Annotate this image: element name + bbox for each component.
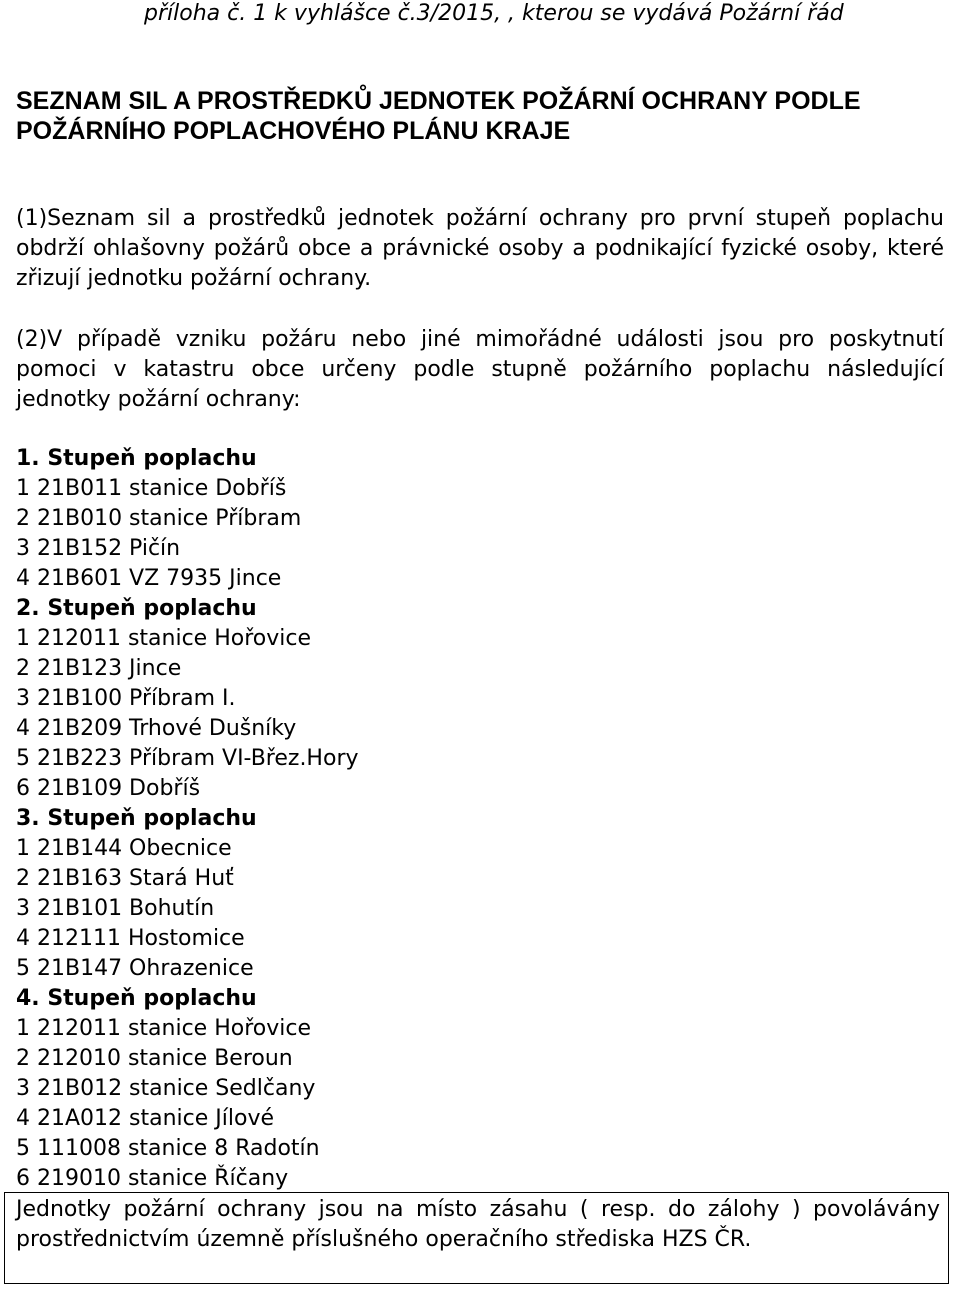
unit-item: 4 21A012 stanice Jílové: [16, 1106, 274, 1131]
unit-item: 5 111008 stanice 8 Radotín: [16, 1136, 320, 1161]
unit-item: 2 212010 stanice Beroun: [16, 1046, 293, 1071]
unit-item: 4 21B601 VZ 7935 Jince: [16, 566, 282, 591]
unit-item: 1 21B144 Obecnice: [16, 836, 232, 861]
unit-item: 2 21B010 stanice Příbram: [16, 506, 302, 531]
alarm-degree-list: [16, 444, 944, 1194]
unit-item: 1 21B011 stanice Dobříš: [16, 476, 287, 501]
unit-item: 3 21B100 Příbram I.: [16, 686, 236, 711]
paragraph-1: (1)Seznam sil a prostředků jednotek požární ochrany pro první stupeň poplachu obdrží ohlašovny požárů obce a právnické osoby a podnikající fyzické osoby, které zřizují jednotku požární ochrany.: [16, 206, 944, 291]
alarm-degree-heading: 3. Stupeň poplachu: [16, 806, 257, 831]
unit-item: 4 212111 Hostomice: [16, 926, 245, 951]
alarm-degree-heading: 4. Stupeň poplachu: [16, 986, 257, 1011]
unit-item: 3 21B101 Bohutín: [16, 896, 215, 921]
unit-item: 5 21B223 Příbram VI-Břez.Hory: [16, 746, 359, 771]
unit-item: 6 21B109 Dobříš: [16, 776, 201, 801]
unit-item: 4 21B209 Trhové Dušníky: [16, 716, 297, 741]
unit-item: 3 21B012 stanice Sedlčany: [16, 1076, 316, 1101]
document-title: SEZNAM SIL A PROSTŘEDKŮ JEDNOTEK POŽÁRNÍ OCHRANY PODLE POŽÁRNÍHO POPLACHOVÉHO PLÁNU KRAJE: [16, 87, 861, 145]
boxed-note: Jednotky požární ochrany jsou na místo zásahu ( resp. do zálohy ) povolávány prostřednictvím územně příslušného operačního střediska HZS ČR.: [4, 1192, 949, 1284]
paragraph-2: (2)V případě vzniku požáru nebo jiné mimořádné události jsou pro poskytnutí pomoci v katastru obce určeny podle stupně požárního poplachu následující jednotky požární ochrany:: [16, 327, 944, 412]
unit-item: 2 21B123 Jince: [16, 656, 182, 681]
alarm-degree-heading: 1. Stupeň poplachu: [16, 446, 257, 471]
unit-item: 5 21B147 Ohrazenice: [16, 956, 254, 981]
unit-item: 3 21B152 Pičín: [16, 536, 181, 561]
alarm-degree-3: [16, 804, 944, 984]
attachment-header: příloha č. 1 k vyhlášce č.3/2015, , kterou se vydává Požární řád: [144, 1, 844, 26]
unit-item: 1 212011 stanice Hořovice: [16, 626, 312, 651]
alarm-degree-heading: 2. Stupeň poplachu: [16, 596, 257, 621]
unit-item: 2 21B163 Stará Huť: [16, 866, 234, 891]
unit-item: 6 219010 stanice Říčany: [16, 1166, 289, 1191]
unit-item: 1 212011 stanice Hořovice: [16, 1016, 312, 1041]
alarm-degree-2: [16, 594, 944, 804]
alarm-degree-1: [16, 444, 944, 594]
alarm-degree-4: [16, 984, 944, 1194]
